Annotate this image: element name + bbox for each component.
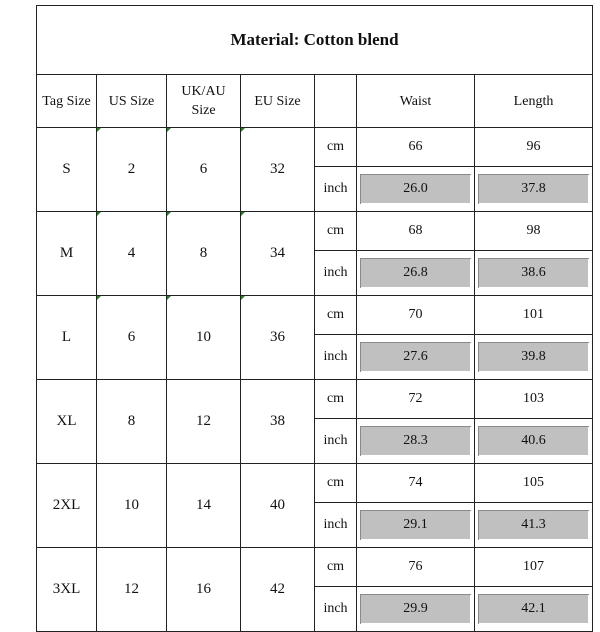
waist-inch-cell bbox=[357, 503, 475, 548]
header-tag-size: Tag Size bbox=[37, 75, 97, 128]
us-size-cell: 8 bbox=[97, 380, 167, 464]
length-inch-cell bbox=[475, 251, 593, 296]
eu-size-cell: 38 bbox=[241, 380, 315, 464]
length-cm-cell: 101 bbox=[475, 296, 593, 335]
unit-cm: cm bbox=[315, 212, 357, 251]
waist-cm-cell: 76 bbox=[357, 548, 475, 587]
ukau-size-cell: 12 bbox=[167, 380, 241, 464]
table-row bbox=[37, 548, 593, 587]
length-cm-cell: 103 bbox=[475, 380, 593, 419]
waist-cm-cell: 70 bbox=[357, 296, 475, 335]
material-title: Material: Cotton blend bbox=[37, 6, 593, 75]
table-row bbox=[37, 464, 593, 503]
waist-inch-cell bbox=[357, 419, 475, 464]
unit-inch: inch bbox=[315, 503, 357, 548]
unit-inch: inch bbox=[315, 587, 357, 632]
length-inch-cell bbox=[475, 335, 593, 380]
tag-size-cell: 3XL bbox=[37, 548, 97, 632]
us-size-cell: 10 bbox=[97, 464, 167, 548]
header-unit bbox=[315, 75, 357, 128]
waist-cm-cell: 66 bbox=[357, 128, 475, 167]
unit-cm: cm bbox=[315, 128, 357, 167]
eu-size-cell: 40 bbox=[241, 464, 315, 548]
header-us-size: US Size bbox=[97, 75, 167, 128]
length-inch-value: 42.1 bbox=[478, 594, 589, 624]
header-row bbox=[37, 75, 593, 128]
tag-size-cell: M bbox=[37, 212, 97, 296]
length-inch-cell bbox=[475, 419, 593, 464]
waist-inch-cell bbox=[357, 587, 475, 632]
length-inch-cell bbox=[475, 503, 593, 548]
unit-inch: inch bbox=[315, 335, 357, 380]
table-row bbox=[37, 380, 593, 419]
length-cm-cell: 105 bbox=[475, 464, 593, 503]
length-inch-cell bbox=[475, 167, 593, 212]
us-size-cell: 4 bbox=[97, 212, 167, 296]
waist-inch-value: 27.6 bbox=[360, 342, 471, 372]
tag-size-cell: L bbox=[37, 296, 97, 380]
ukau-size-cell: 6 bbox=[167, 128, 241, 212]
header-length: Length bbox=[475, 75, 593, 128]
header-waist: Waist bbox=[357, 75, 475, 128]
eu-size-cell: 34 bbox=[241, 212, 315, 296]
waist-cm-cell: 72 bbox=[357, 380, 475, 419]
unit-inch: inch bbox=[315, 167, 357, 212]
waist-inch-cell bbox=[357, 251, 475, 296]
eu-size-cell: 36 bbox=[241, 296, 315, 380]
tag-size-cell: XL bbox=[37, 380, 97, 464]
length-cm-cell: 96 bbox=[475, 128, 593, 167]
waist-cm-cell: 74 bbox=[357, 464, 475, 503]
ukau-size-cell: 14 bbox=[167, 464, 241, 548]
waist-inch-cell bbox=[357, 167, 475, 212]
size-chart bbox=[36, 5, 592, 616]
us-size-cell: 6 bbox=[97, 296, 167, 380]
header-ukau-size: UK/AU Size bbox=[167, 75, 241, 128]
unit-cm: cm bbox=[315, 548, 357, 587]
unit-inch: inch bbox=[315, 419, 357, 464]
length-inch-value: 39.8 bbox=[478, 342, 589, 372]
eu-size-cell: 32 bbox=[241, 128, 315, 212]
us-size-cell: 2 bbox=[97, 128, 167, 212]
ukau-size-cell: 10 bbox=[167, 296, 241, 380]
length-inch-cell bbox=[475, 587, 593, 632]
size-table bbox=[36, 5, 593, 632]
unit-cm: cm bbox=[315, 464, 357, 503]
us-size-cell: 12 bbox=[97, 548, 167, 632]
length-inch-value: 41.3 bbox=[478, 510, 589, 540]
length-inch-value: 40.6 bbox=[478, 426, 589, 456]
table-row bbox=[37, 128, 593, 167]
eu-size-cell: 42 bbox=[241, 548, 315, 632]
length-cm-cell: 98 bbox=[475, 212, 593, 251]
unit-cm: cm bbox=[315, 296, 357, 335]
length-cm-cell: 107 bbox=[475, 548, 593, 587]
waist-inch-value: 26.8 bbox=[360, 258, 471, 288]
waist-inch-cell bbox=[357, 335, 475, 380]
waist-inch-value: 29.1 bbox=[360, 510, 471, 540]
tag-size-cell: 2XL bbox=[37, 464, 97, 548]
header-eu-size: EU Size bbox=[241, 75, 315, 128]
waist-inch-value: 26.0 bbox=[360, 174, 471, 204]
table-row bbox=[37, 212, 593, 251]
ukau-size-cell: 8 bbox=[167, 212, 241, 296]
length-inch-value: 38.6 bbox=[478, 258, 589, 288]
table-row bbox=[37, 296, 593, 335]
tag-size-cell: S bbox=[37, 128, 97, 212]
waist-cm-cell: 68 bbox=[357, 212, 475, 251]
ukau-size-cell: 16 bbox=[167, 548, 241, 632]
waist-inch-value: 28.3 bbox=[360, 426, 471, 456]
unit-cm: cm bbox=[315, 380, 357, 419]
waist-inch-value: 29.9 bbox=[360, 594, 471, 624]
length-inch-value: 37.8 bbox=[478, 174, 589, 204]
unit-inch: inch bbox=[315, 251, 357, 296]
